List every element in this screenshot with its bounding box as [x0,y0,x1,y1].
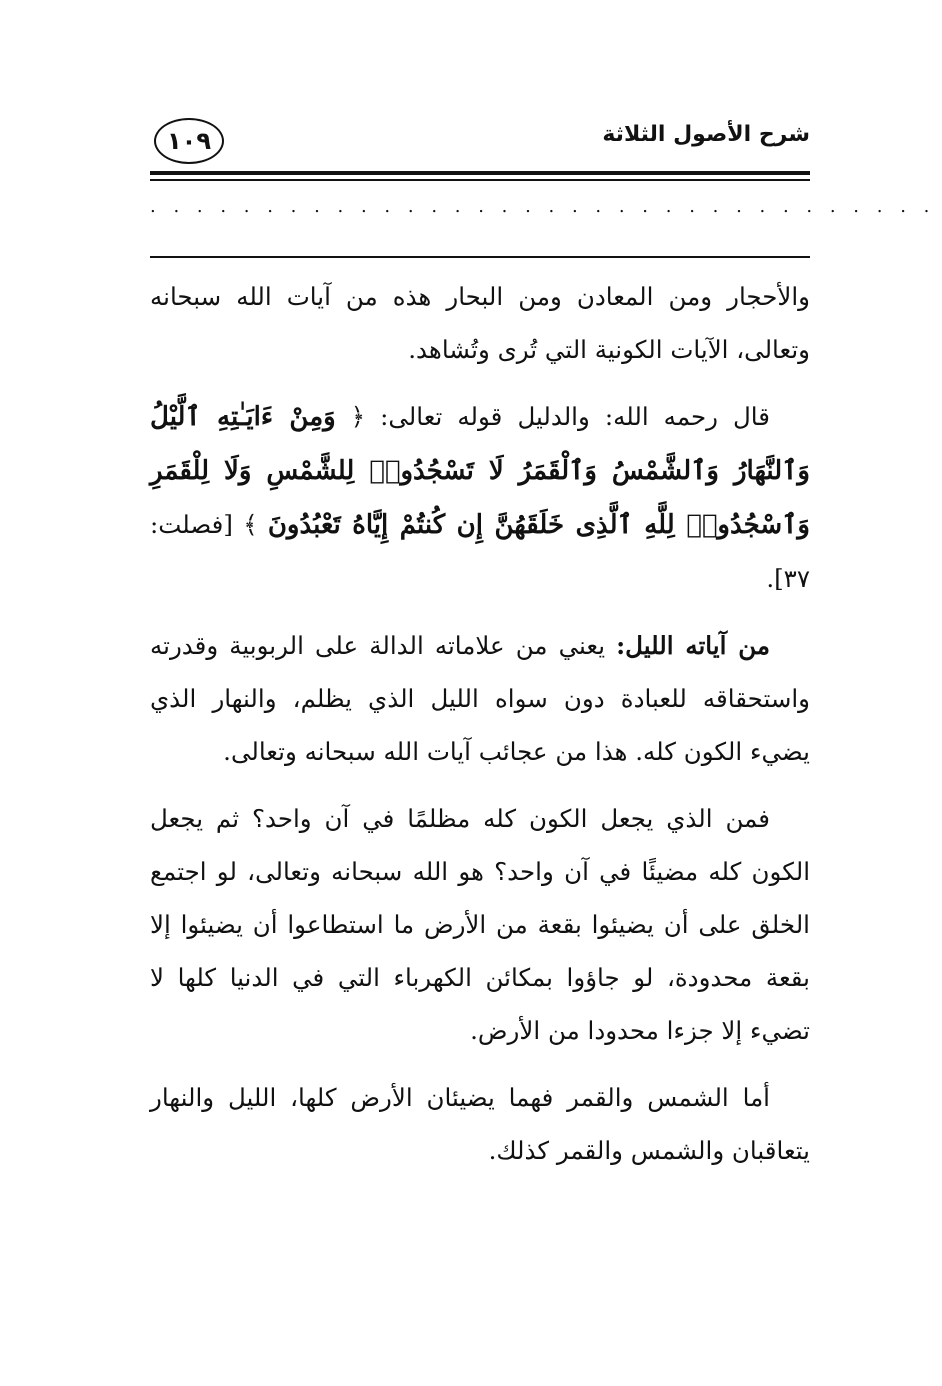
quran-verse: وَمِنْ ءَايَـٰتِهِ ٱلَّيْلُ وَٱلنَّهَارُ وَٱلشَّمْسُ وَٱلْقَمَرُ لَا تَسْجُدُوا۟ لِلشَّمْسِ وَلَا لِلْقَمَرِ وَٱسْجُدُوا۟ لِلَّهِ ٱلَّذِى خَلَقَهُنَّ إِن كُنتُمْ إِيَّاهُ تَعْبُدُونَ [150,402,810,540]
paragraph-2 [150,390,810,605]
running-title: شرح الأصول الثلاثة [602,122,810,147]
verse-reference: [فصلت: ٣٧]. [150,510,810,593]
dotted-separator: . . . . . . . . . . . . . . . . . . . . . . . . . . . . . . . . . . [150,196,936,217]
paragraph-3-rest: يعني من علاماته الدالة على الربوبية وقدرته واستحقاقه للعبادة دون سواه الليل الذي يظلم، والنهار الذي يضيء الكون كله. هذا من عجائب آيات الله سبحانه وتعالى. [150,631,810,766]
page-body [150,270,810,1177]
header-rule-thin [150,179,810,181]
paragraph-3 [150,619,810,778]
footnote-separator-rule [150,256,810,258]
header-rule-thick [150,171,810,175]
paragraph-2-intro: قال رحمه الله: والدليل قوله تعالى: ﴿ [350,402,770,431]
paragraph-3-lead: من آياته الليل: [616,631,770,660]
paragraph-4: فمن الذي يجعل الكون كله مظلمًا في آن واحد؟ ثم يجعل الكون كله مضيئًا في آن واحد؟ هو الله سبحانه وتعالى، لو اجتمع الخلق على أن يضيئوا بقعة من الأرض ما استطاعوا أن يضيئوا إلا بقعة محدودة، لو جاؤوا بمكائن الكهرباء التي في الدنيا كلها لا تضيء إلا جزءا محدودا من الأرض. [150,804,810,1045]
paragraph-5: أما الشمس والقمر فهما يضيئان الأرض كلها، الليل والنهار يتعاقبان والشمس والقمر كذلك. [150,1083,810,1165]
page-header [150,112,810,172]
quran-close-bracket: ﴾ [243,510,258,539]
page-number: ١٠٩ [154,118,224,164]
paragraph-1: والأحجار ومن المعادن ومن البحار هذه من آيات الله سبحانه وتعالى، الآيات الكونية التي تُرى وتُشاهد. [150,282,810,364]
